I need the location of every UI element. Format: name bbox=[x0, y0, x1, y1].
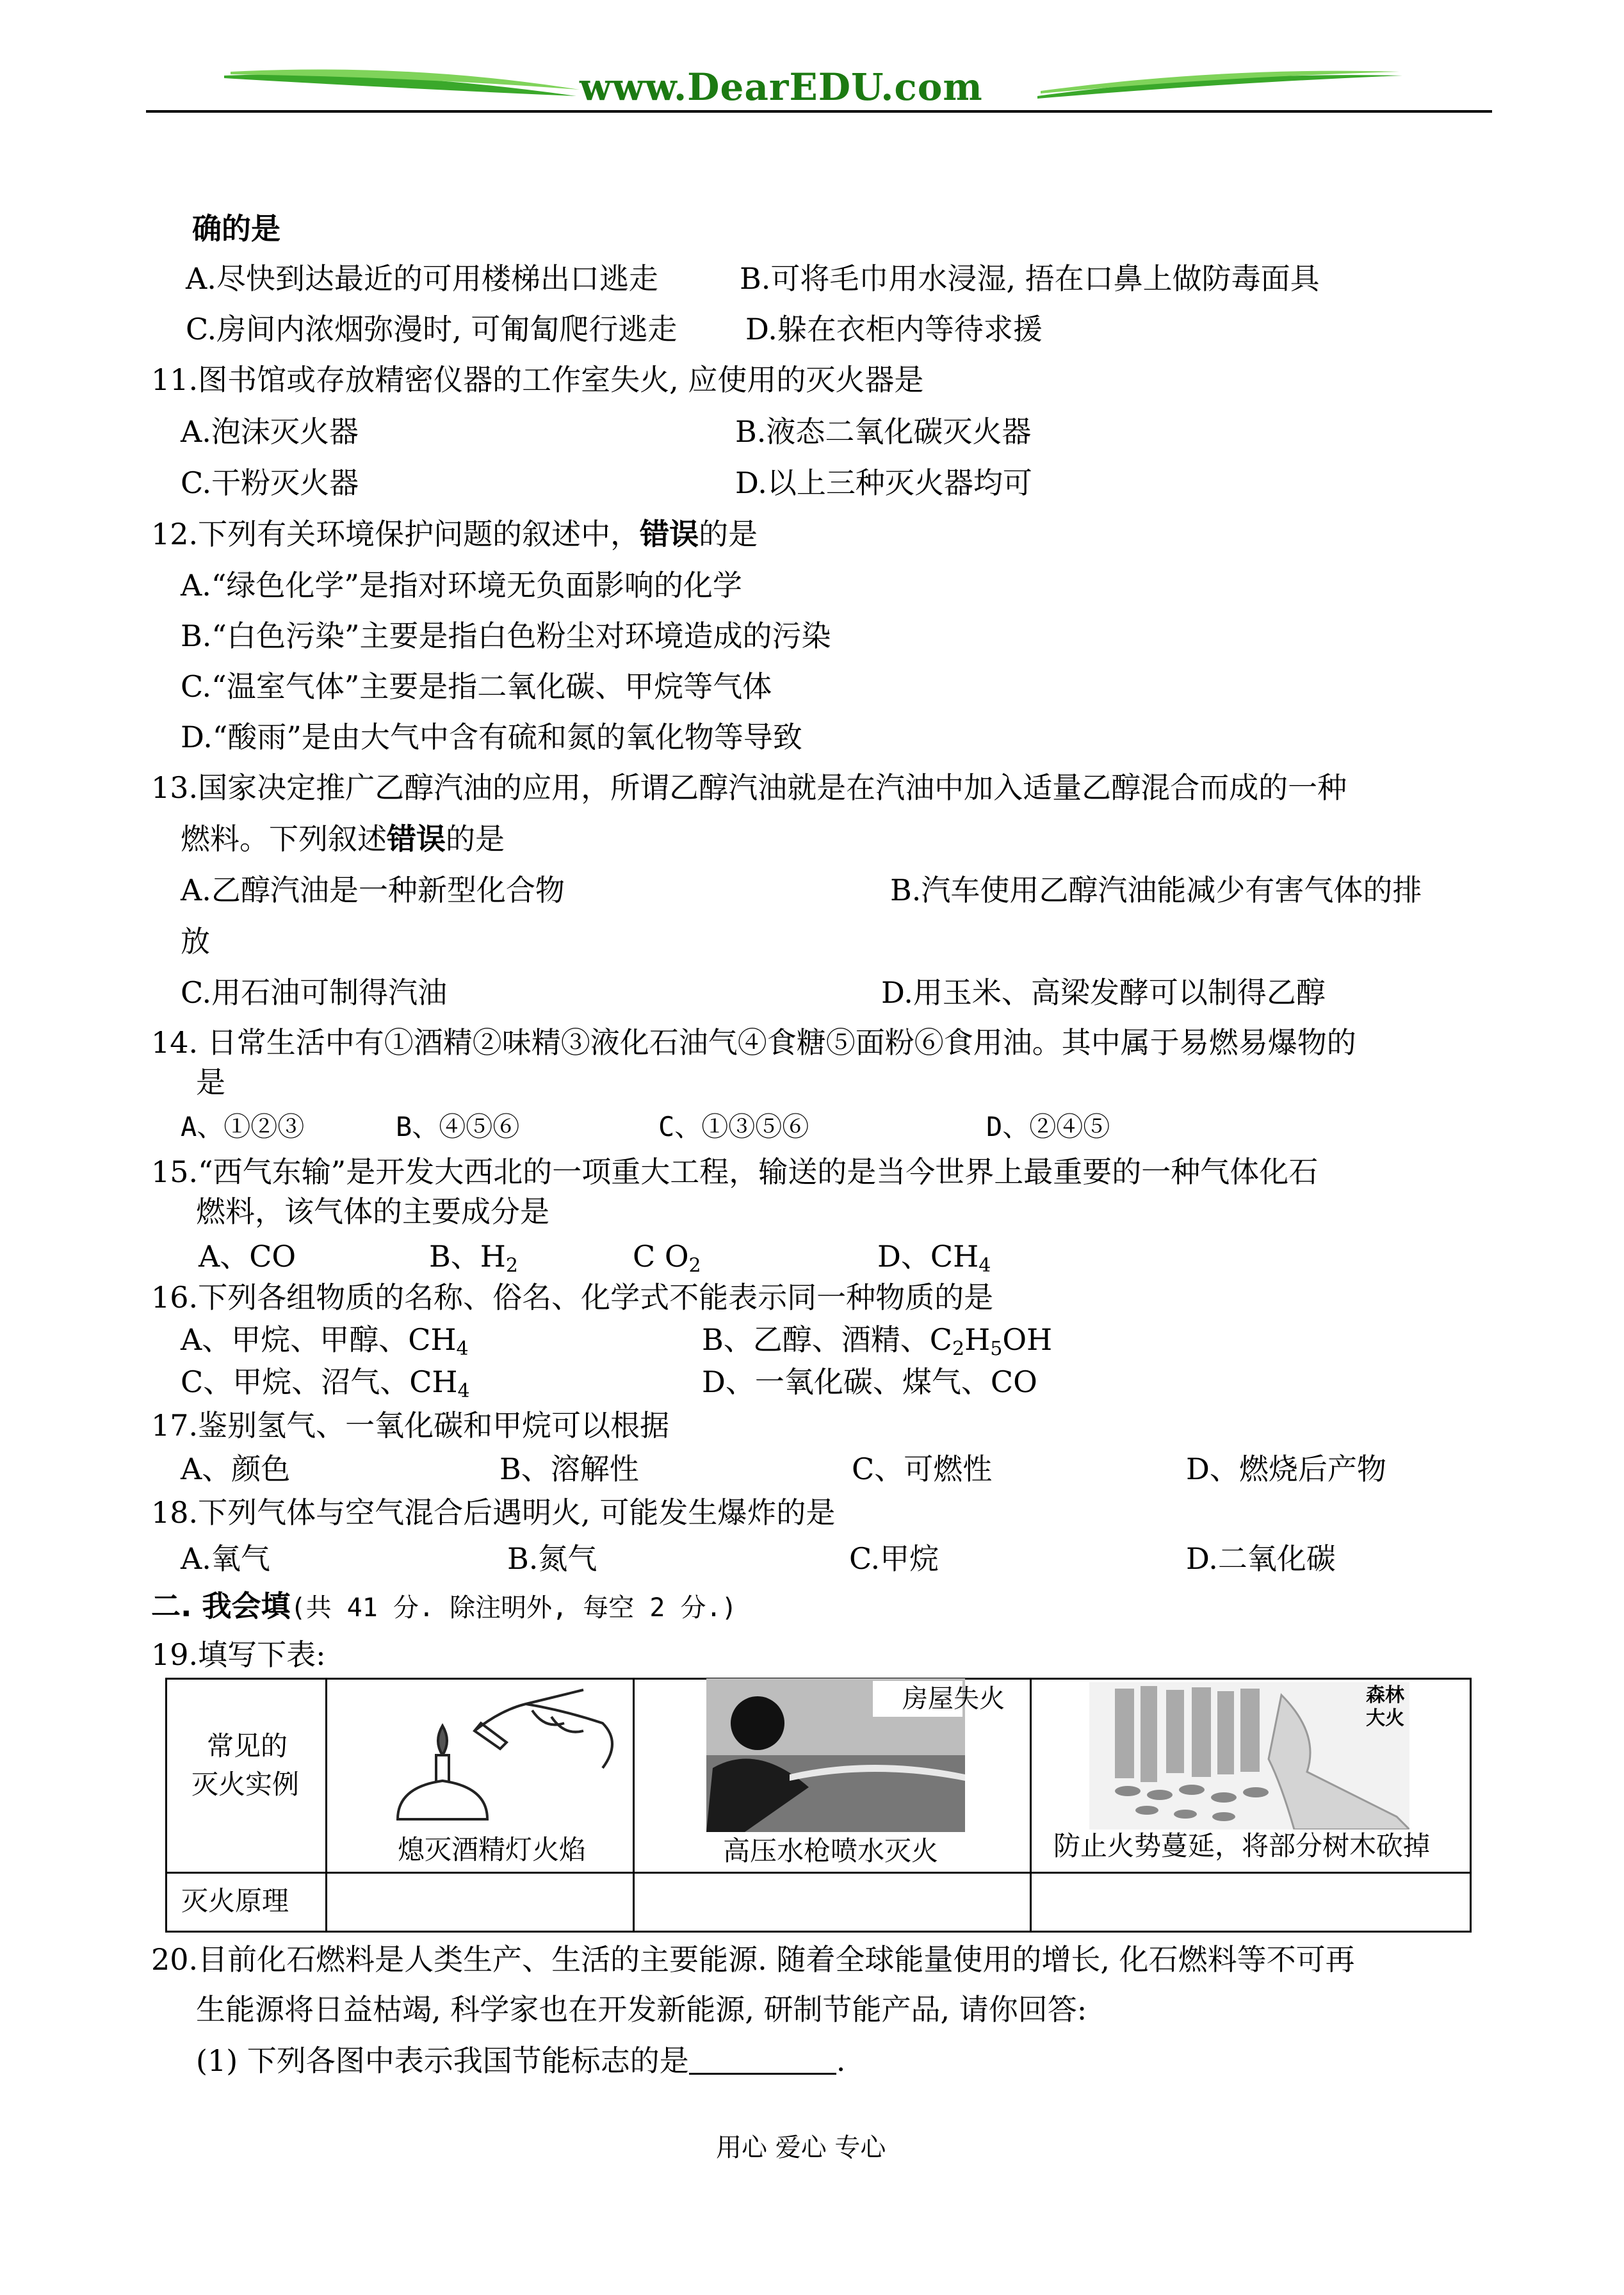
q16-option-a bbox=[181, 1320, 469, 1359]
q15-stem-line2: 燃料，该气体的主要成分是 bbox=[196, 1194, 549, 1229]
q13-stem-text: 燃料。下列叙述 bbox=[181, 822, 387, 856]
q20-subquestion-1-end: . bbox=[836, 2043, 846, 2078]
q13-stem-emphasis: 错误 bbox=[387, 822, 446, 856]
q17-option-a: A、颜色 bbox=[181, 1452, 291, 1486]
q14-stem-line2: 是 bbox=[196, 1065, 225, 1099]
q14-option-c: C、①③⑤⑥ bbox=[658, 1111, 809, 1142]
q16-option-b-text3: OH bbox=[1002, 1322, 1053, 1357]
q15-option-d-subscript: 4 bbox=[978, 1254, 991, 1277]
q14-stem-line1: 14. 日常生活中有①酒精②味精③液化石油气④食糖⑤面粉⑥食用油。其中属于易燃易爆物的 bbox=[151, 1025, 1356, 1060]
q10-option-d: D.躲在衣柜内等待求援 bbox=[745, 312, 1043, 346]
q12-stem-tail: 的是 bbox=[699, 517, 758, 551]
q13-stem-tail: 的是 bbox=[446, 822, 505, 856]
q14-option-a: A、①②③ bbox=[181, 1111, 305, 1142]
q15-option-d bbox=[877, 1237, 991, 1276]
photo-label-house-fire: 房屋失火 bbox=[902, 1684, 1005, 1714]
q17-option-d: D、燃烧后产物 bbox=[1186, 1452, 1386, 1486]
q16-option-b-subscript1: 2 bbox=[952, 1338, 965, 1360]
q20-stem-line1: 20.目前化石燃料是人类生产、生活的主要能源. 随着全球能量使用的增长, 化石燃料等不可再 bbox=[151, 1942, 1355, 1977]
q16-option-b-subscript2: 5 bbox=[990, 1338, 1003, 1360]
q15-option-a: A、CO bbox=[199, 1239, 296, 1274]
q16-option-b bbox=[702, 1320, 1052, 1359]
q13-option-d: D.用玉米、高梁发酵可以制得乙醇 bbox=[881, 975, 1326, 1010]
q10-option-c: C.房间内浓烟弥漫时, 可匍匐爬行逃走 bbox=[186, 312, 678, 346]
q11-option-d: D.以上三种灭火器均可 bbox=[735, 466, 1032, 500]
q11-option-b: B.液态二氧化碳灭火器 bbox=[735, 414, 1032, 449]
answer-cell-2[interactable] bbox=[635, 1874, 1030, 1933]
q10-option-b: B.可将毛巾用水浸湿, 捂在口鼻上做防毒面具 bbox=[740, 261, 1320, 296]
caption-alcohol-lamp: 熄灭酒精灯火焰 bbox=[398, 1834, 587, 1865]
alcohol-lamp-illustration bbox=[372, 1685, 628, 1832]
q16-option-c-text: C、甲烷、沼气、CH bbox=[181, 1365, 458, 1399]
q12-stem-emphasis: 错误 bbox=[640, 517, 699, 551]
q20-subquestion-1 bbox=[196, 2041, 845, 2080]
q19-fill-table bbox=[165, 1678, 1472, 1933]
q15-option-b-subscript: 2 bbox=[505, 1254, 519, 1277]
q16-stem: 16.下列各组物质的名称、俗名、化学式不能表示同一种物质的是 bbox=[151, 1280, 994, 1315]
forest-fire-sketch bbox=[1089, 1682, 1409, 1829]
q18-option-c: C.甲烷 bbox=[849, 1541, 939, 1576]
row-head-example-line2: 灭火实例 bbox=[191, 1769, 300, 1800]
q12-option-c: C.“温室气体”主要是指二氧化碳、甲烷等气体 bbox=[181, 669, 772, 704]
q16-option-a-subscript: 4 bbox=[456, 1338, 469, 1360]
q15-option-c-text: C O bbox=[633, 1239, 689, 1274]
sketch-label-forest: 森林 bbox=[1366, 1684, 1404, 1707]
q15-option-b-text: B、H bbox=[429, 1239, 506, 1274]
q10-stem-continuation: 确的是 bbox=[192, 211, 280, 246]
q12-stem-text: 12.下列有关环境保护问题的叙述中， bbox=[151, 517, 640, 551]
sketch-label-fire: 大火 bbox=[1366, 1707, 1404, 1730]
q16-option-a-text: A、甲烷、甲醇、CH bbox=[181, 1322, 457, 1357]
q16-option-c-subscript: 4 bbox=[457, 1380, 470, 1402]
caption-water-cannon: 高压水枪喷水灭火 bbox=[723, 1835, 939, 1867]
header-site-name: www.DearEDU.com bbox=[580, 65, 983, 109]
q16-option-c bbox=[181, 1363, 470, 1401]
q15-option-c bbox=[633, 1237, 701, 1276]
row-head-example-line1: 常见的 bbox=[207, 1730, 288, 1762]
q11-stem: 11.图书馆或存放精密仪器的工作室失火, 应使用的灭火器是 bbox=[151, 362, 924, 397]
q15-option-c-subscript: 2 bbox=[688, 1254, 701, 1277]
q14-option-d: D、②④⑤ bbox=[986, 1111, 1110, 1142]
q15-option-d-text: D、CH bbox=[877, 1239, 979, 1274]
q12-option-b: B.“白色污染”主要是指白色粉尘对环境造成的污染 bbox=[181, 619, 831, 653]
section-2-heading bbox=[151, 1587, 737, 1627]
caption-cut-trees: 防止火势蔓延，将部分树木砍掉 bbox=[1053, 1830, 1431, 1861]
q11-option-c: C.干粉灭火器 bbox=[181, 466, 359, 500]
q13-option-a: A.乙醇汽油是一种新型化合物 bbox=[181, 873, 565, 907]
q12-stem bbox=[151, 515, 758, 553]
q15-option-b bbox=[429, 1237, 518, 1276]
q12-option-d: D.“酸雨”是由大气中含有硫和氮的氧化物等导致 bbox=[181, 720, 802, 754]
page-header bbox=[0, 0, 1624, 122]
q16-option-b-text1: B、乙醇、酒精、C bbox=[702, 1322, 952, 1357]
q17-option-b: B、溶解性 bbox=[499, 1452, 639, 1486]
section-2-note: (共 41 分. 除注明外, 每空 2 分.) bbox=[290, 1593, 737, 1623]
q11-option-a: A.泡沫灭火器 bbox=[181, 414, 359, 449]
q13-option-c: C.用石油可制得汽油 bbox=[181, 975, 448, 1010]
section-2-title: 二. 我会填 bbox=[151, 1589, 291, 1623]
q20-answer-blank[interactable] bbox=[689, 2043, 836, 2075]
q12-option-a: A.“绿色化学”是指对环境无负面影响的化学 bbox=[181, 568, 742, 603]
answer-cell-3[interactable] bbox=[1032, 1874, 1472, 1933]
q17-stem: 17.鉴别氢气、一氧化碳和甲烷可以根据 bbox=[151, 1408, 670, 1443]
q14-option-b: B、④⑤⑥ bbox=[396, 1111, 520, 1142]
answer-cell-1[interactable] bbox=[327, 1874, 633, 1933]
q17-option-c: C、可燃性 bbox=[852, 1452, 993, 1486]
q13-option-b: B.汽车使用乙醇汽油能减少有害气体的排 bbox=[890, 873, 1422, 907]
q18-stem: 18.下列气体与空气混合后遇明火, 可能发生爆炸的是 bbox=[151, 1495, 836, 1530]
q16-option-b-text2: H bbox=[964, 1322, 991, 1357]
q16-option-d: D、一氧化碳、煤气、CO bbox=[702, 1365, 1037, 1399]
q20-subquestion-1-text: (1) 下列各图中表示我国节能标志的是 bbox=[196, 2043, 689, 2078]
q13-stem-line2 bbox=[181, 820, 505, 858]
q18-option-d: D.二氧化碳 bbox=[1186, 1541, 1336, 1576]
row-head-principle: 灭火原理 bbox=[181, 1885, 289, 1917]
q13-stem-line1: 13.国家决定推广乙醇汽油的应用，所谓乙醇汽油就是在汽油中加入适量乙醇混合而成的一种 bbox=[151, 770, 1347, 805]
q10-option-a: A.尽快到达最近的可用楼梯出口逃走 bbox=[186, 261, 658, 296]
q15-stem-line1: 15.“西气东输”是开发大西北的一项重大工程，输送的是当今世界上最重要的一种气体化石 bbox=[151, 1155, 1319, 1189]
page-footer: 用心 爱心 专心 bbox=[716, 2133, 886, 2162]
q13-option-b-continued: 放 bbox=[181, 924, 210, 959]
q20-stem-line2: 生能源将日益枯竭, 科学家也在开发新能源, 研制节能产品, 请你回答: bbox=[196, 1992, 1087, 2027]
q19-stem: 19.填写下表: bbox=[151, 1637, 326, 1672]
header-rule bbox=[146, 110, 1492, 113]
q18-option-b: B.氮气 bbox=[507, 1541, 597, 1576]
q18-option-a: A.氧气 bbox=[181, 1541, 270, 1576]
